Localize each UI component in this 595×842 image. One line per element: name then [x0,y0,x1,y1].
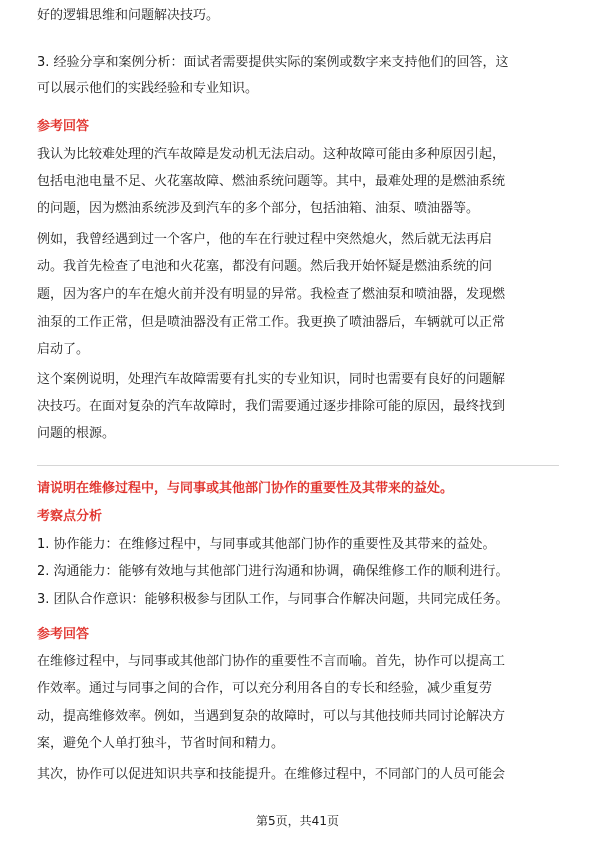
paragraph-line: 问题的根源。 [37,426,116,441]
section-divider [37,465,559,466]
page-number: 第5页，共41页 [256,814,339,828]
paragraph-line: 好的逻辑思维和问题解决技巧。 [37,8,220,23]
paragraph-line: 动。我首先检查了电池和火花塞，都没有问题。然后我开始怀疑是燃油系统的问 [37,259,493,274]
question-title: 请说明在维修过程中，与同事或其他部门协作的重要性及其带来的益处。 [37,481,454,496]
paragraph-line: 决技巧。在面对复杂的汽车故障时，我们需要通过逐步排除可能的原因，最终找到 [37,399,506,414]
section-heading-reference-answer: 参考回答 [37,627,90,642]
paragraph-line: 我认为比较难处理的汽车故障是发动机无法启动。这种故障可能由多种原因引起， [37,147,506,162]
paragraph-line: 在维修过程中，与同事或其他部门协作的重要性不言而喻。首先，协作可以提高工 [37,654,506,669]
section-heading-reference-answer: 参考回答 [37,119,90,134]
paragraph-line: 3. 经验分享和案例分析：面试者需要提供实际的案例或数字来支持他们的回答，这 [37,55,509,70]
paragraph-line: 可以展示他们的实践经验和专业知识。 [37,81,259,96]
paragraph-line: 作效率。通过与同事之间的合作，可以充分利用各自的专长和经验，减少重复劳 [37,681,493,696]
analysis-item: 3. 团队合作意识：能够积极参与团队工作，与同事合作解决问题，共同完成任务。 [37,592,509,607]
analysis-item: 1. 协作能力：在维修过程中，与同事或其他部门协作的重要性及其带来的益处。 [37,537,496,552]
section-heading-analysis: 考察点分析 [37,509,103,524]
paragraph-line: 包括电池电量不足、火花塞故障、燃油系统问题等。其中，最难处理的是燃油系统 [37,174,506,189]
paragraph-line: 题，因为客户的车在熄火前并没有明显的异常。我检查了燃油泵和喷油器，发现燃 [37,287,506,302]
paragraph-line: 油泵的工作正常，但是喷油器没有正常工作。我更换了喷油器后，车辆就可以正常 [37,315,506,330]
paragraph-line: 例如，我曾经遇到过一个客户，他的车在行驶过程中突然熄火，然后就无法再启 [37,232,493,247]
paragraph-line: 动，提高维修效率。例如，当遇到复杂的故障时，可以与其他技师共同讨论解决方 [37,709,506,724]
paragraph-line: 的问题，因为燃油系统涉及到汽车的多个部分，包括油箱、油泵、喷油器等。 [37,201,480,216]
paragraph-line: 启动了。 [37,342,90,357]
paragraph-line: 其次，协作可以促进知识共享和技能提升。在维修过程中，不同部门的人员可能会 [37,767,506,782]
paragraph-line: 这个案例说明，处理汽车故障需要有扎实的专业知识，同时也需要有良好的问题解 [37,372,506,387]
paragraph-line: 案，避免个人单打独斗，节省时间和精力。 [37,736,285,751]
analysis-item: 2. 沟通能力：能够有效地与其他部门进行沟通和协调，确保维修工作的顺利进行。 [37,564,509,579]
